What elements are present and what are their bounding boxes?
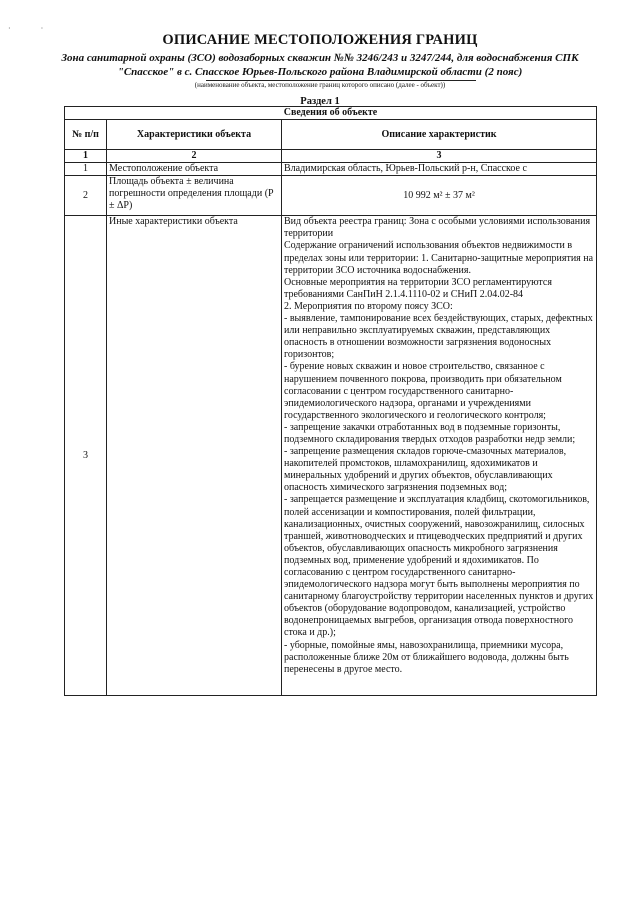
row-description — [282, 216, 597, 696]
col-number-2: 2 — [107, 150, 282, 163]
row-num: 1 — [65, 163, 107, 176]
header-description: Описание характеристик — [282, 120, 597, 150]
section-title: Раздел 1 — [300, 96, 340, 107]
table-title: Сведения об объекте — [65, 107, 597, 120]
scan-marks: · · — [8, 24, 58, 33]
row-characteristic: Площадь объекта ± величина погрешности определения площади (Р ± ΔР) — [107, 176, 282, 216]
row-num: 3 — [65, 216, 107, 696]
description-paragraph: Содержание ограничений использования объектов недвижимости в пределах зоны или территории: 1. Санитарно-защитные мероприятия на территории ЗСО источника водоснабжения. — [284, 240, 594, 276]
description-paragraph: - запрещается размещение и эксплуатация кладбищ, скотомогильников, полей ассенизации и компостирования, полей фильтрации, канализационных, очистных сооружений, навозожранилищ, силосных траншей, животноводческих и птицеводческих предприятий и других объектов, обуславливающих опасность микробного загрязнения подземных вод, применение удобрений и ядохимикатов. По согласованию с центром государственного санитарно-эпидемологического надзора могут быть выполнены мероприятия по санитарному благоустройству территории населенных пунктов и других объектов (оборудование водопроводом, канализацией, устройство водонепроницаемых выгребов, организация отвода поверхностного стока и др.); — [284, 494, 594, 639]
document-subtitle-line2: "Спасское" в с. Спасское Юрьев-Польского района Владимирской области (2 пояс) — [117, 66, 523, 78]
description-paragraph: - уборные, помойные ямы, навозохранилища, приемники мусора, расположенные ближе 20м от ближайшего водовода, должны быть перенесены в другое место. — [284, 639, 569, 675]
row-description: 10 992 м² ± 37 м² — [282, 176, 597, 216]
col-number-3: 3 — [282, 150, 597, 163]
row-num: 2 — [65, 176, 107, 216]
description-paragraph: - бурение новых скважин и новое строительство, связанное с нарушением почвенного покрова, производить при обязательном согласовании с центром государственного санитарно-эпидемиологического надзора, органами и учреждениями государственного экологического и геологического контроля; — [284, 361, 562, 421]
row-characteristic: Иные характеристики объекта — [107, 216, 282, 696]
col-number-1: 1 — [65, 150, 107, 163]
description-paragraph: - запрещение размещения складов горюче-смазочных материалов, накопителей промстоков, шламохранилищ, ядохимикатов и минеральных удобрений и других объектов, обуславливающих опасность химического загрязнения подземных вод; — [284, 446, 567, 494]
header-characteristics: Характеристики объекта — [107, 120, 282, 150]
header-num: № п/п — [65, 120, 107, 150]
object-info-table — [64, 106, 597, 696]
column-number-row — [65, 150, 597, 163]
table-title-row — [65, 107, 597, 120]
description-paragraph: 2. Мероприятия по второму поясу ЗСО: — [284, 300, 453, 312]
row-characteristic: Местоположение объекта — [107, 163, 282, 176]
table-row — [65, 176, 597, 216]
description-paragraph: Вид объекта реестра границ: Зона с особыми условиями использования территории — [284, 216, 591, 240]
row-description: Владимирская область, Юрьев-Польский р-н, Спасское с — [282, 163, 597, 176]
table-row — [65, 216, 597, 696]
document-title: ОПИСАНИЕ МЕСТОПОЛОЖЕНИЯ ГРАНИЦ — [162, 32, 478, 48]
description-paragraph: - выявление, тампонирование всех бездействующих, старых, дефектных или неправильно эксплуатируемых скважин, представляющих опасность в отношении возможности загрязнения водоносных горизонтов; — [284, 313, 593, 361]
table-header-row — [65, 120, 597, 150]
description-paragraph: Основные мероприятия на территории ЗСО регламентируются требованиями СанПиН 2.1.4.1110-02 и СНиП 2.04.02-84 — [284, 276, 552, 300]
object-caption: (наименование объекта, местоположение границ которого описано (далее - объект)) — [194, 81, 446, 89]
table-row — [65, 163, 597, 176]
document-subtitle-line1: Зона санитарной охраны (ЗСО) водозаборных скважин №№ 3246/243 и 3247/244, для водоснабжения СПК — [61, 52, 579, 64]
description-paragraph: - запрещение закачки отработанных вод в подземные горизонты, подземного складирования твердых отходов разработки недр земли; — [284, 421, 576, 445]
